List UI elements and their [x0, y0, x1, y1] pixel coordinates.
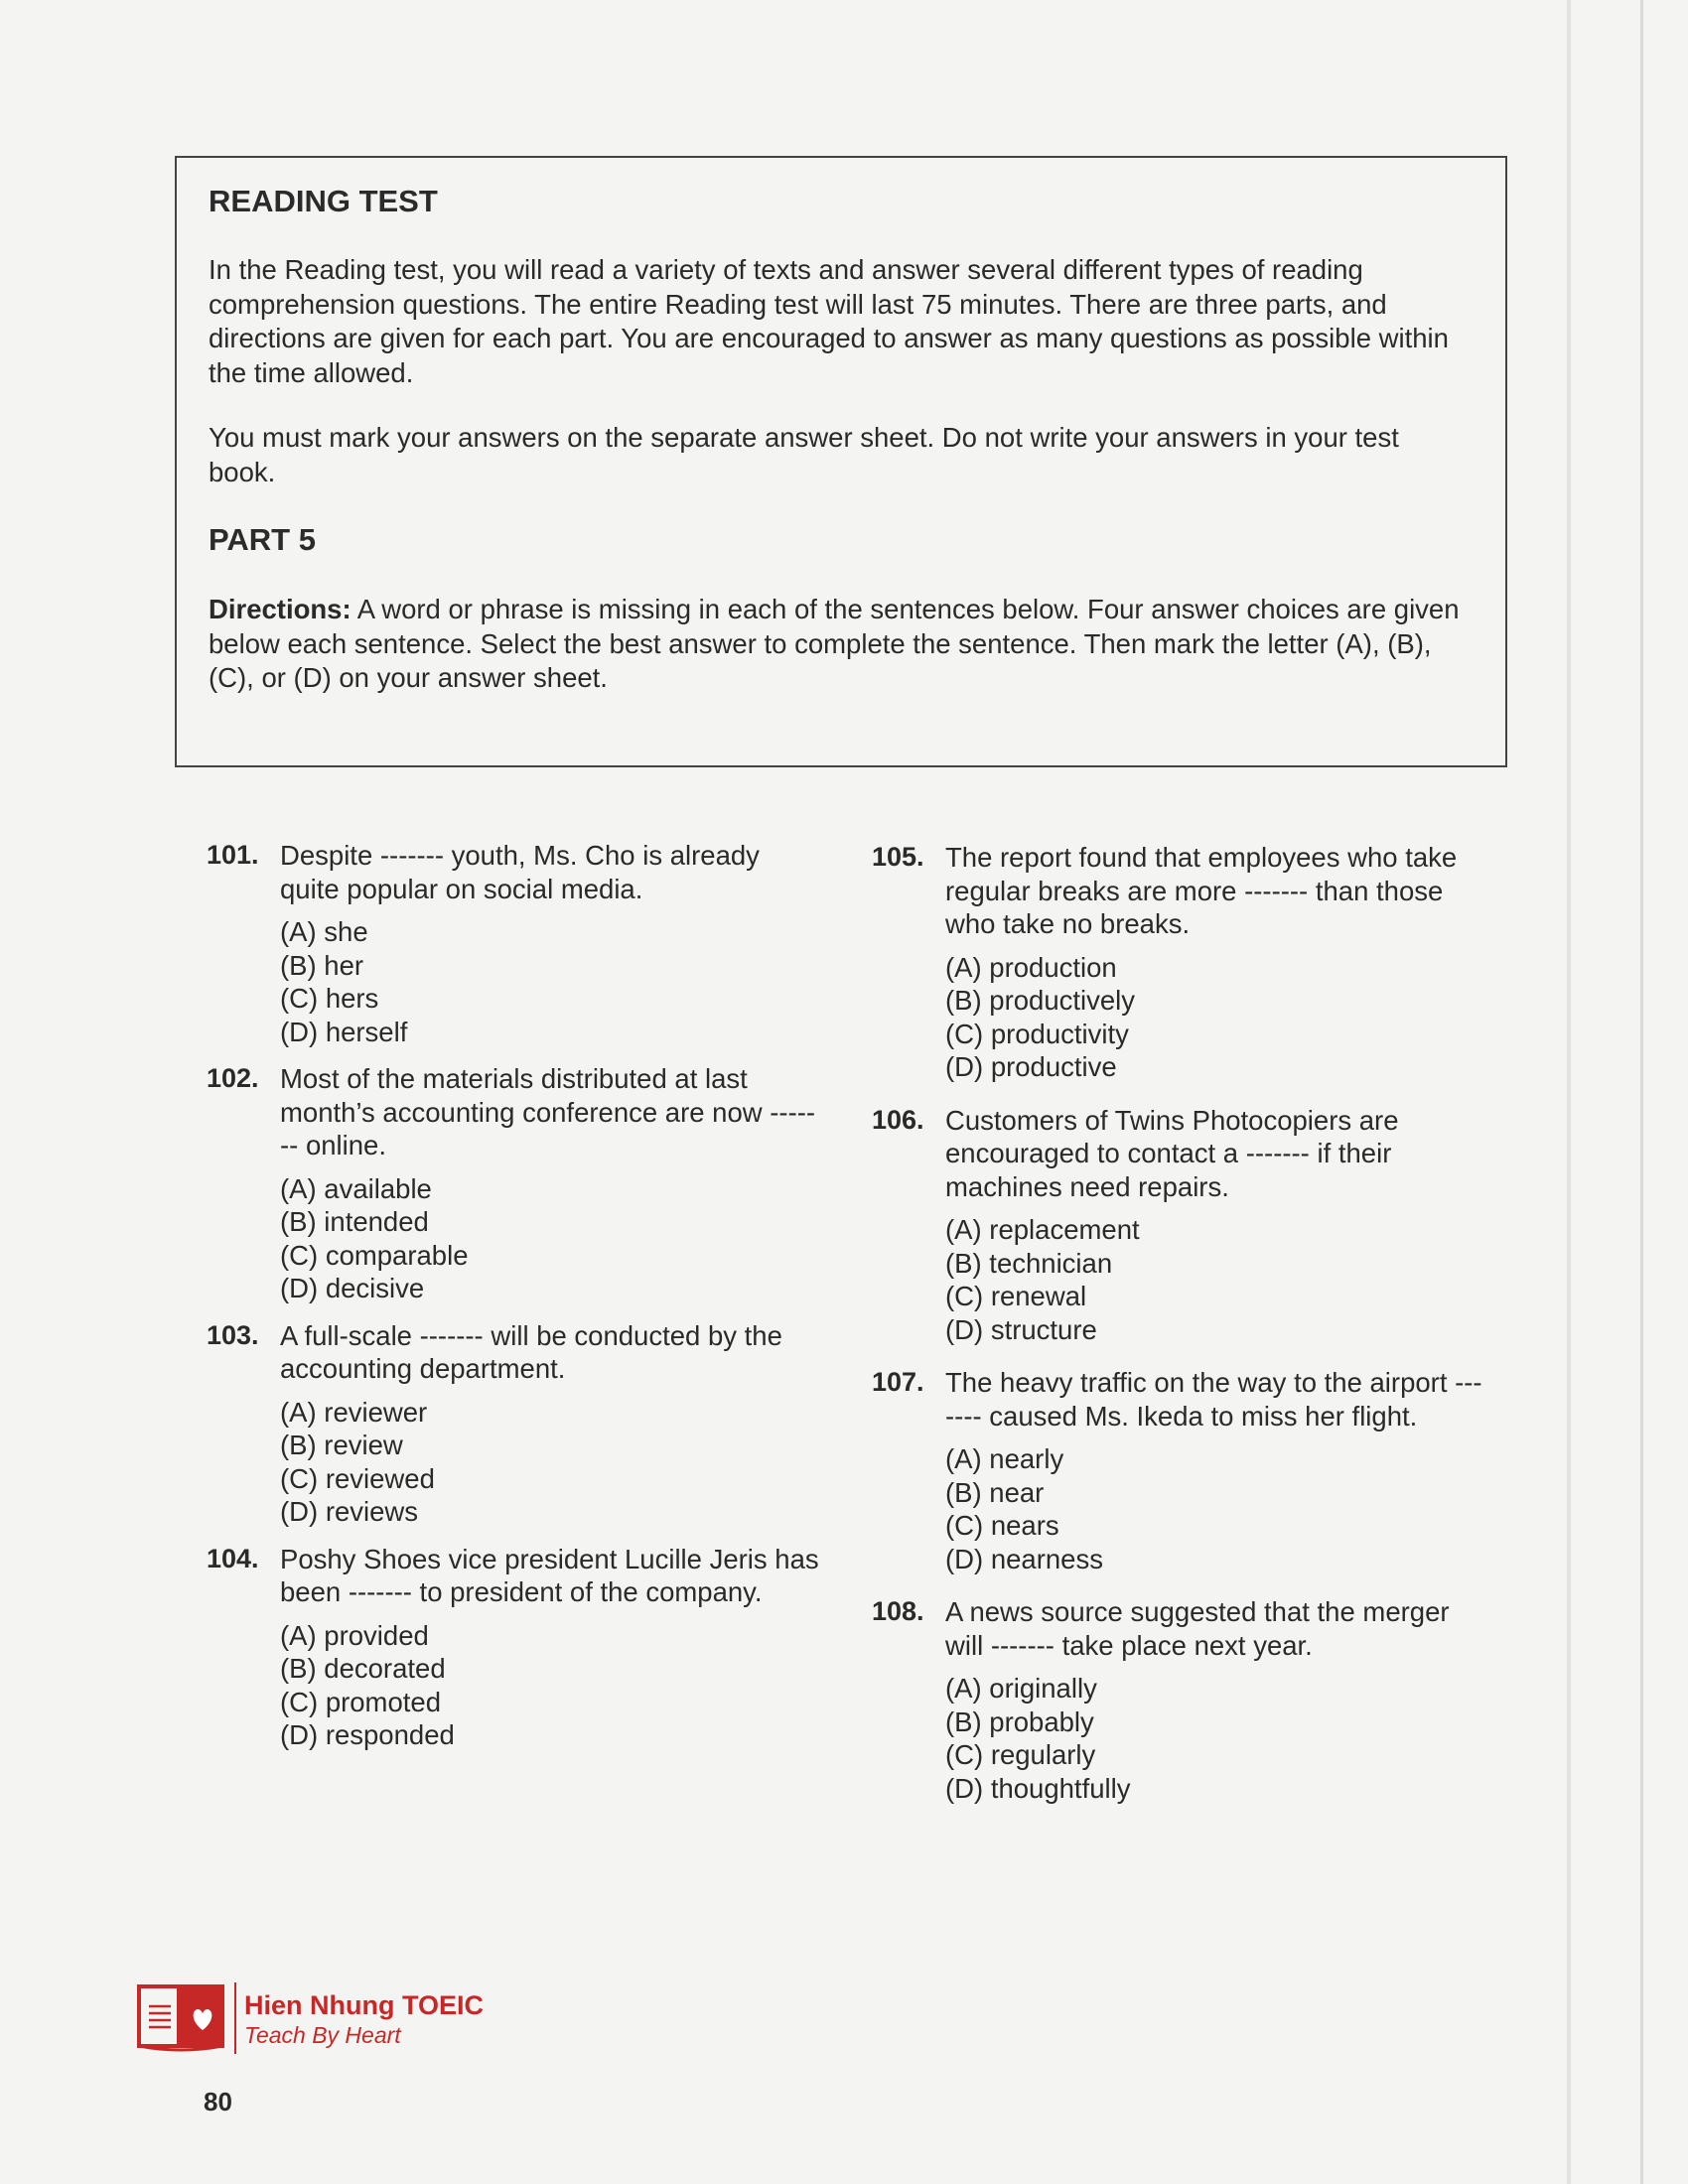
question-text: A news source suggested that the merger will ------- take place next year.: [945, 1596, 1450, 1661]
answer-option[interactable]: (A) nearly: [945, 1443, 1064, 1474]
answer-options: [945, 1442, 1487, 1575]
question-number: 101.: [207, 840, 259, 870]
answer-option[interactable]: (A) provided: [280, 1619, 429, 1651]
question-number: 107.: [872, 1367, 924, 1397]
answer-option[interactable]: (D) responded: [280, 1719, 455, 1750]
page-number: 80: [204, 2087, 232, 2116]
question-item: [872, 1104, 1487, 1347]
answer-option[interactable]: (C) nears: [945, 1510, 1059, 1541]
answer-option[interactable]: (B) productively: [945, 985, 1136, 1016]
answer-option[interactable]: (D) reviews: [280, 1496, 419, 1527]
answer-option[interactable]: (B) decorated: [280, 1653, 446, 1684]
section-title: READING TEST: [209, 184, 438, 218]
book-heart-icon: [135, 1980, 226, 2052]
answer-option[interactable]: (D) thoughtfully: [945, 1772, 1131, 1804]
question-item: [872, 1595, 1487, 1805]
answer-options: [945, 1672, 1487, 1805]
question-number: 103.: [207, 1319, 259, 1350]
question-number: 102.: [207, 1063, 259, 1093]
questions-column-left: [207, 839, 822, 1752]
part-title: PART 5: [209, 522, 316, 557]
question-text: Customers of Twins Photocopiers are encouraged to contact a ------- if their machines need repairs.: [945, 1104, 1399, 1202]
question-text: Poshy Shoes vice president Lucille Jeris has been ------- to president of the company.: [280, 1543, 819, 1607]
page-edge: [1567, 0, 1571, 2184]
answer-option[interactable]: (A) originally: [945, 1673, 1097, 1704]
answer-option[interactable]: (A) reviewer: [280, 1396, 428, 1428]
question-text: Most of the materials distributed at last month’s accounting conference are now ------- online.: [280, 1063, 816, 1160]
answer-options: [945, 951, 1487, 1084]
answer-option[interactable]: (B) review: [280, 1430, 403, 1460]
answer-options: [280, 1619, 822, 1752]
answer-option[interactable]: (C) promoted: [280, 1686, 441, 1717]
intro-paragraph: In the Reading test, you will read a variety of texts and answer several different types of reading comprehension questions. The entire Reading test will last 75 minutes. There are three parts, and directions are given for each part. You are encouraged to answer as many questions as possible within the time allowed.: [209, 254, 1449, 388]
answer-option[interactable]: (D) productive: [945, 1051, 1117, 1082]
questions-column-right: [872, 839, 1487, 1805]
answer-option[interactable]: (B) intended: [280, 1206, 429, 1237]
question-number: 106.: [872, 1104, 924, 1135]
question-text: The report found that employees who take regular breaks are more ------- than those who take no breaks.: [945, 842, 1458, 939]
answer-sheet-paragraph: You must mark your answers on the separate answer sheet. Do not write your answers in your test book.: [209, 422, 1399, 487]
logo-tagline: Teach By Heart: [244, 2022, 401, 2048]
instructions-box: [175, 156, 1507, 767]
logo-title: Hien Nhung TOEIC: [244, 1990, 484, 2020]
answer-option[interactable]: (C) comparable: [280, 1239, 469, 1271]
answer-option[interactable]: (C) renewal: [945, 1281, 1087, 1311]
answer-option[interactable]: (B) technician: [945, 1247, 1113, 1279]
answer-option[interactable]: (D) structure: [945, 1313, 1097, 1345]
page-edge: [1640, 0, 1643, 2184]
answer-option[interactable]: (C) reviewed: [280, 1462, 435, 1494]
answer-option[interactable]: (D) nearness: [945, 1543, 1103, 1574]
answer-option[interactable]: (B) near: [945, 1476, 1045, 1508]
question-number: 104.: [207, 1543, 259, 1573]
answer-option[interactable]: (A) she: [280, 916, 368, 947]
question-item: [872, 841, 1487, 1084]
answer-option[interactable]: (A) production: [945, 951, 1117, 983]
question-item: [207, 1543, 822, 1752]
answer-option[interactable]: (D) herself: [280, 1016, 408, 1047]
question-text: The heavy traffic on the way to the airport ------- caused Ms. Ikeda to miss her flight.: [945, 1367, 1482, 1432]
answer-options: [280, 1396, 822, 1529]
directions-label: Directions:: [209, 594, 352, 624]
question-text: Despite ------- youth, Ms. Cho is already quite popular on social media.: [280, 840, 760, 904]
question-item: [207, 1062, 822, 1305]
answer-option[interactable]: (B) her: [280, 949, 364, 981]
answer-option[interactable]: (A) replacement: [945, 1214, 1140, 1245]
question-item: [207, 839, 822, 1048]
answer-option[interactable]: (A) available: [280, 1172, 432, 1204]
answer-option[interactable]: (D) decisive: [280, 1273, 425, 1303]
question-item: [872, 1366, 1487, 1575]
question-item: [207, 1319, 822, 1529]
answer-options: [280, 1172, 822, 1305]
question-number: 105.: [872, 842, 924, 872]
answer-option[interactable]: (B) probably: [945, 1706, 1094, 1737]
answer-option[interactable]: (C) regularly: [945, 1739, 1096, 1770]
logo-divider: [234, 1982, 236, 2054]
answer-options: [945, 1213, 1487, 1346]
question-text: A full-scale ------- will be conducted by the accounting department.: [280, 1319, 782, 1384]
answer-option[interactable]: (C) hers: [280, 983, 379, 1014]
publisher-logo: [135, 1980, 532, 2060]
directions-text: A word or phrase is missing in each of the sentences below. Four answer choices are given below each sentence. Select the best answer to complete the sentence. Then mark the letter (A), (B), (C), or (D) on your answer sheet.: [209, 594, 1460, 693]
directions-paragraph: [209, 593, 1462, 696]
answer-options: [280, 915, 822, 1048]
question-number: 108.: [872, 1596, 924, 1626]
answer-option[interactable]: (C) productivity: [945, 1018, 1129, 1049]
